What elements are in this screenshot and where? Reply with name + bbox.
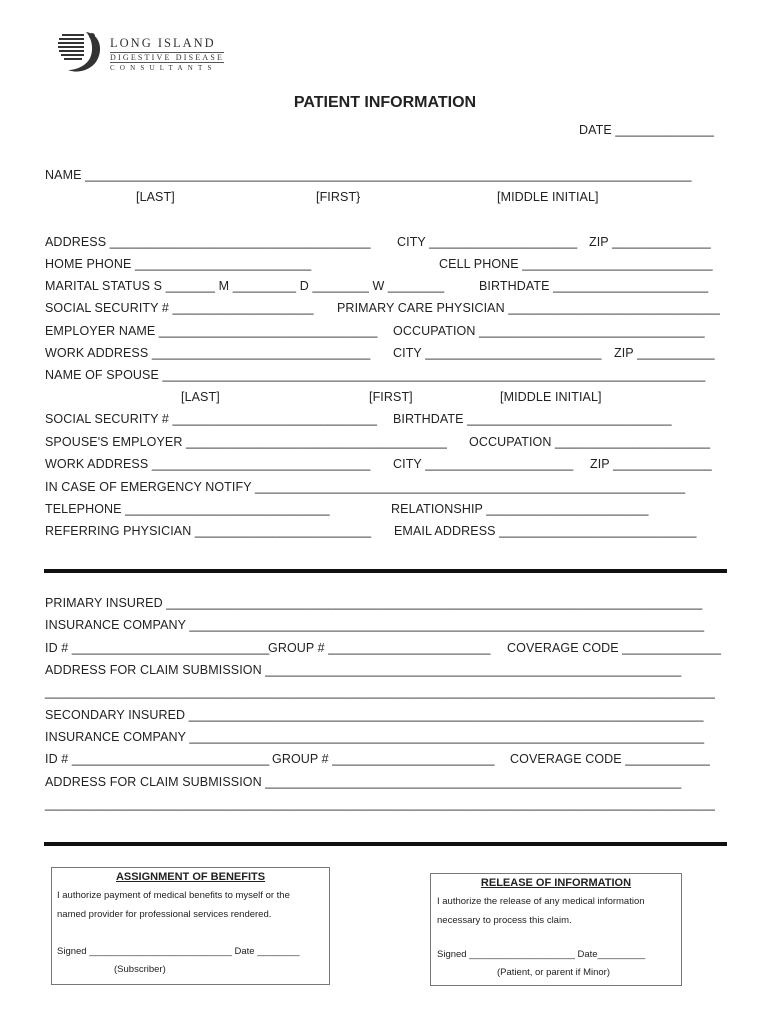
secondary-group-field[interactable]: GROUP # _______________________	[272, 752, 495, 766]
assignment-heading: ASSIGNMENT OF BENEFITS	[115, 871, 266, 883]
name-last-label: [LAST]	[136, 190, 175, 204]
page-title: PATIENT INFORMATION	[293, 94, 477, 111]
name-field[interactable]: NAME ______________________________________________________________________________________	[45, 168, 692, 182]
name-first-label: [FIRST}	[316, 190, 361, 204]
city-field[interactable]: CITY _____________________	[397, 235, 578, 249]
emergency-contact-field[interactable]: IN CASE OF EMERGENCY NOTIFY _____________________________________________________________	[45, 480, 686, 494]
address-field[interactable]: ADDRESS _____________________________________	[45, 235, 371, 249]
spouse-ssn-field[interactable]: SOCIAL SECURITY # _____________________________	[45, 412, 378, 426]
spouse-work-address-field[interactable]: WORK ADDRESS _______________________________	[45, 457, 371, 471]
referring-physician-field[interactable]: REFERRING PHYSICIAN _________________________	[45, 524, 372, 538]
spouse-first-label: [FIRST]	[369, 390, 413, 404]
spouse-name-field[interactable]: NAME OF SPOUSE _____________________________________________________________________________	[45, 368, 706, 382]
email-field[interactable]: EMAIL ADDRESS ____________________________	[394, 524, 697, 538]
home-phone-field[interactable]: HOME PHONE _________________________	[45, 257, 312, 271]
primary-group-field[interactable]: GROUP # _______________________	[268, 641, 491, 655]
secondary-claim-address-line2[interactable]: _______________________________________________________________________________________________	[45, 797, 715, 811]
zip-field[interactable]: ZIP ______________	[589, 235, 711, 249]
release-signature-field[interactable]: Signed ____________________ Date_________	[437, 949, 646, 960]
spouse-occupation-field[interactable]: OCCUPATION ______________________	[469, 435, 711, 449]
secondary-claim-address-field[interactable]: ADDRESS FOR CLAIM SUBMISSION ___________________________________________________________	[45, 775, 682, 789]
ssn-field[interactable]: SOCIAL SECURITY # ____________________	[45, 301, 314, 315]
secondary-insured-field[interactable]: SECONDARY INSURED _________________________________________________________________________	[45, 708, 704, 722]
spouse-work-city-field[interactable]: CITY _____________________	[393, 457, 574, 471]
assignment-caption: (Subscriber)	[114, 964, 166, 975]
secondary-coverage-field[interactable]: COVERAGE CODE ____________	[510, 752, 710, 766]
release-text-1: I authorize the release of any medical information	[437, 896, 645, 907]
name-mi-label: [MIDDLE INITIAL]	[497, 190, 599, 204]
logo-swirl-icon	[56, 28, 106, 78]
section-divider	[44, 569, 727, 573]
release-of-information-box	[430, 873, 682, 986]
date-field[interactable]: DATE ______________	[579, 123, 715, 137]
occupation-field[interactable]: OCCUPATION ________________________________	[393, 324, 705, 338]
assignment-text-2: named provider for professional services rendered.	[57, 909, 272, 920]
logo-line2: DIGESTIVE DISEASE	[110, 53, 225, 62]
release-heading: RELEASE OF INFORMATION	[480, 877, 632, 889]
spouse-employer-field[interactable]: SPOUSE'S EMPLOYER _____________________________________	[45, 435, 447, 449]
section-divider	[44, 842, 727, 846]
birthdate-field[interactable]: BIRTHDATE ______________________	[479, 279, 709, 293]
employer-field[interactable]: EMPLOYER NAME _______________________________	[45, 324, 378, 338]
work-zip-field[interactable]: ZIP ___________	[614, 346, 715, 360]
primary-claim-address-line2[interactable]: _______________________________________________________________________________________________	[45, 685, 715, 699]
telephone-field[interactable]: TELEPHONE _____________________________	[45, 502, 330, 516]
primary-coverage-field[interactable]: COVERAGE CODE ______________	[507, 641, 722, 655]
logo-line1: LONG ISLAND	[110, 36, 216, 50]
relationship-field[interactable]: RELATIONSHIP _______________________	[391, 502, 649, 516]
release-text-2: necessary to process this claim.	[437, 915, 572, 926]
spouse-birthdate-field[interactable]: BIRTHDATE _____________________________	[393, 412, 672, 426]
secondary-id-field[interactable]: ID # ____________________________	[45, 752, 270, 766]
insurance-company-field[interactable]: INSURANCE COMPANY _________________________________________________________________________	[45, 618, 705, 632]
release-caption: (Patient, or parent if Minor)	[497, 967, 610, 978]
cell-phone-field[interactable]: CELL PHONE ___________________________	[439, 257, 713, 271]
primary-insured-field[interactable]: PRIMARY INSURED ____________________________________________________________________________	[45, 596, 703, 610]
pcp-field[interactable]: PRIMARY CARE PHYSICIAN ______________________________	[337, 301, 720, 315]
spouse-mi-label: [MIDDLE INITIAL]	[500, 390, 602, 404]
primary-id-field[interactable]: ID # ____________________________	[45, 641, 270, 655]
secondary-insurance-company-field[interactable]: INSURANCE COMPANY _________________________________________________________________________	[45, 730, 705, 744]
assignment-of-benefits-box	[51, 867, 330, 985]
marital-status-field[interactable]: MARITAL STATUS S _______ M _________ D ________ W ________	[45, 279, 445, 293]
primary-claim-address-field[interactable]: ADDRESS FOR CLAIM SUBMISSION ___________________________________________________________	[45, 663, 682, 677]
spouse-last-label: [LAST]	[181, 390, 220, 404]
logo-mark	[56, 28, 106, 83]
logo-line3: CONSULTANTS	[110, 64, 217, 72]
assignment-signature-field[interactable]: Signed ___________________________ Date ________	[57, 946, 300, 957]
work-city-field[interactable]: CITY _________________________	[393, 346, 602, 360]
logo-wordmark	[110, 36, 224, 72]
assignment-text-1: I authorize payment of medical benefits to myself or the	[57, 890, 290, 901]
spouse-work-zip-field[interactable]: ZIP ______________	[590, 457, 712, 471]
work-address-field[interactable]: WORK ADDRESS _______________________________	[45, 346, 371, 360]
